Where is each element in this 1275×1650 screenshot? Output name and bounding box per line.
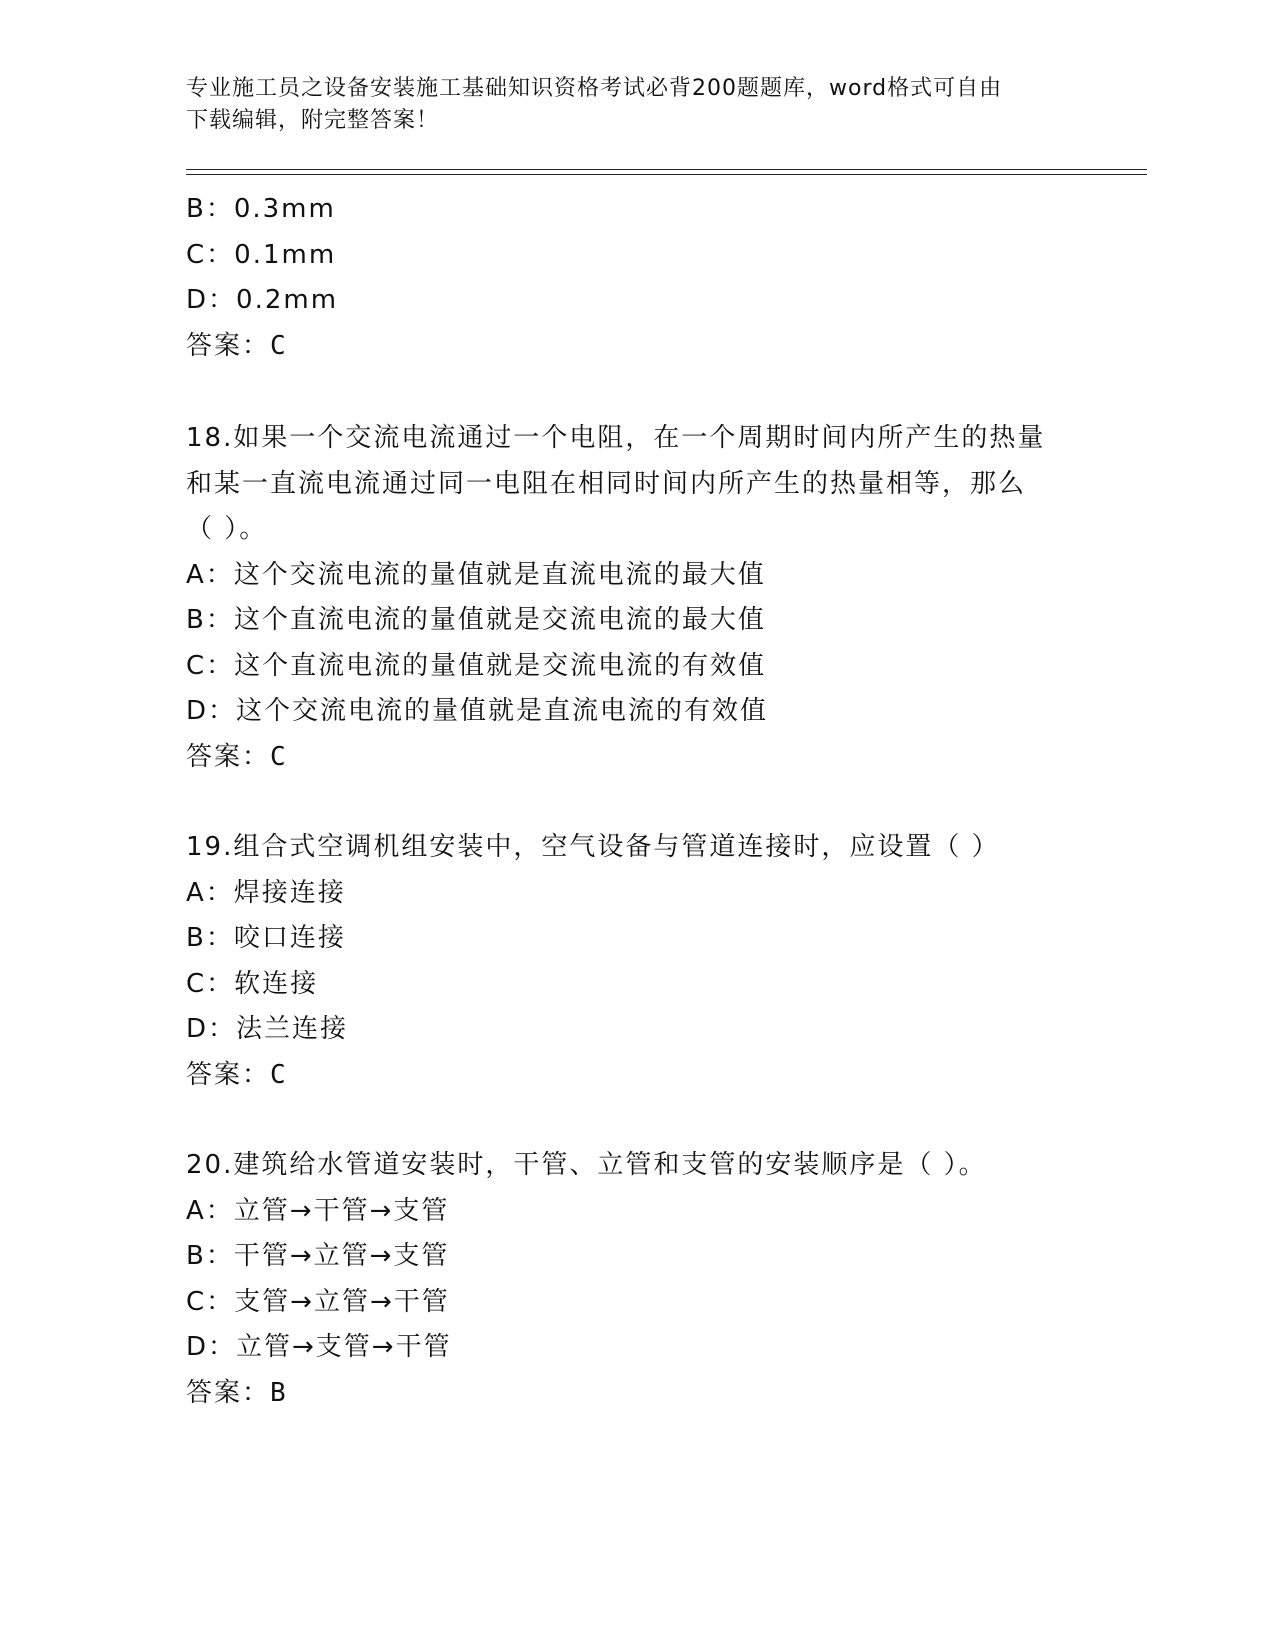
option-b: B：干管→立管→支管 — [186, 1241, 450, 1271]
option-a: A：立管→干管→支管 — [186, 1195, 450, 1226]
option-c: C：支管→立管→干管 — [186, 1286, 450, 1317]
question-text-line: 18.如果一个交流电流通过一个电阻，在一个周期时间内所产生的热量 — [186, 423, 1046, 453]
previous-question-continuation — [186, 187, 1086, 369]
option-d: D：这个交流电流的量值就是直流电流的有效值 — [186, 696, 769, 726]
header-line-2: 下载编辑，附完整答案！ — [186, 108, 440, 133]
option-a: A：焊接连接 — [186, 877, 346, 908]
option-b: B：0.3mm — [186, 194, 336, 224]
answer-line: 答案：C — [186, 1059, 288, 1090]
question-list — [186, 187, 1086, 1416]
header-line-1: 专业施工员之设备安装施工基础知识资格考试必背200题题库，word格式可自由 — [186, 76, 1003, 101]
answer-line: 答案：C — [186, 741, 288, 772]
answer-line: 答案：B — [186, 1377, 288, 1408]
option-c: C：软连接 — [186, 968, 319, 999]
document-header — [186, 73, 1086, 137]
option-d: D：0.2mm — [186, 285, 339, 315]
spacer — [186, 369, 1086, 416]
question-text-line: 20.建筑给水管道安装时，干管、立管和支管的安装顺序是（ ）。 — [186, 1150, 987, 1180]
question-18 — [186, 416, 1086, 780]
spacer — [186, 780, 1086, 825]
header-divider-top — [186, 169, 1147, 170]
header-divider-bottom — [186, 174, 1147, 175]
question-20 — [186, 1143, 1086, 1416]
option-c: C：这个直流电流的量值就是交流电流的有效值 — [186, 650, 767, 681]
option-d: D：法兰连接 — [186, 1014, 349, 1044]
spacer — [186, 1098, 1086, 1143]
option-c: C：0.1mm — [186, 239, 337, 270]
answer-line: 答案：C — [186, 330, 288, 361]
option-a: A：这个交流电流的量值就是直流电流的最大值 — [186, 559, 766, 590]
option-d: D：立管→支管→干管 — [186, 1332, 452, 1362]
option-b: B：咬口连接 — [186, 923, 346, 953]
option-b: B：这个直流电流的量值就是交流电流的最大值 — [186, 605, 766, 635]
question-text-line: （ ）。 — [186, 514, 268, 544]
question-19 — [186, 825, 1086, 1098]
question-text-line: 和某一直流电流通过同一电阻在相同时间内所产生的热量相等，那么 — [186, 468, 1027, 499]
question-text-line: 19.组合式空调机组安装中，空气设备与管道连接时，应设置（ ） — [186, 832, 1000, 862]
